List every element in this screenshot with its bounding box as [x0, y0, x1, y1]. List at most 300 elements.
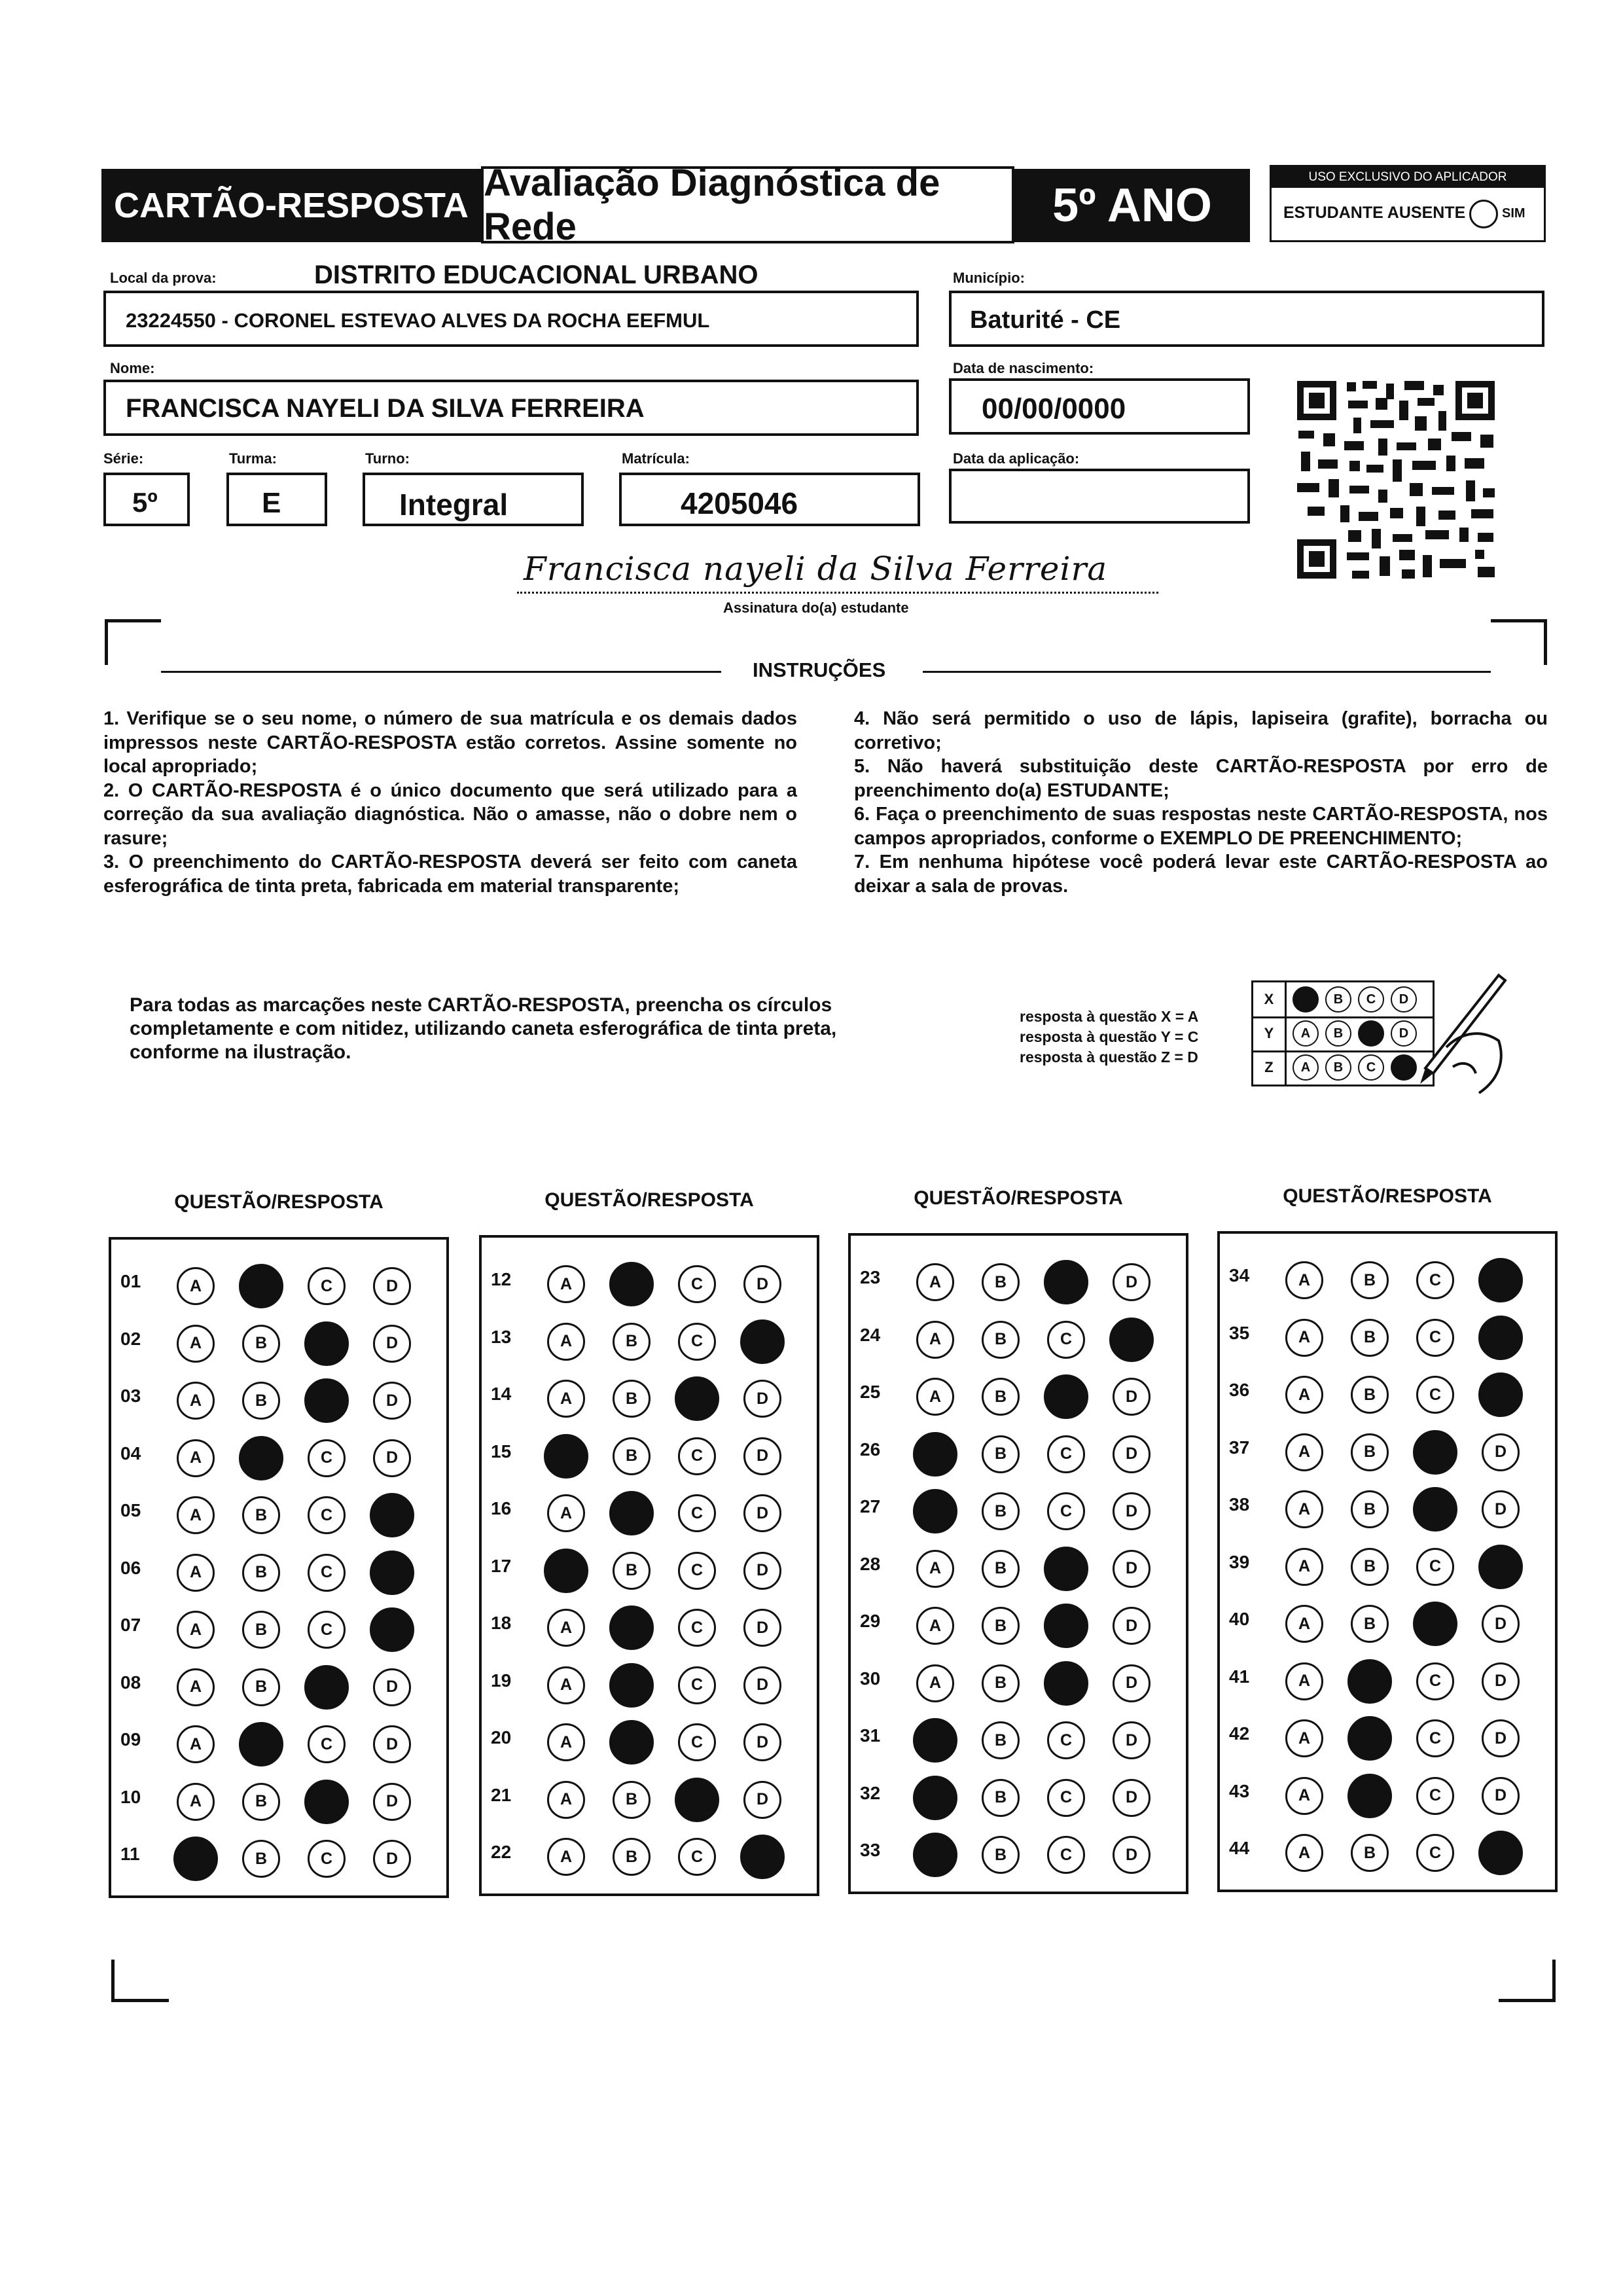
question-row: [1220, 1653, 1555, 1699]
answer-bubble-d[interactable]: D: [1113, 1836, 1150, 1874]
answer-bubble-d[interactable]: D: [743, 1666, 781, 1704]
question-number: 34: [1229, 1265, 1250, 1285]
card-title: CARTÃO-RESPOSTA: [101, 169, 481, 242]
answer-bubble-c[interactable]: C: [678, 1323, 716, 1361]
answer-bubble-a[interactable]: A: [913, 1432, 957, 1477]
answer-bubble-a[interactable]: A: [547, 1838, 585, 1876]
corner-mark-tr: [1491, 619, 1547, 622]
answer-bubble-a[interactable]: A: [547, 1380, 585, 1418]
answer-bubble-a[interactable]: A: [177, 1439, 215, 1477]
answer-bubble-c[interactable]: C: [1047, 1492, 1085, 1530]
question-row: [482, 1314, 817, 1359]
question-row: [1220, 1367, 1555, 1412]
answer-bubble-d[interactable]: D: [373, 1668, 411, 1706]
answer-bubble-a[interactable]: A: [177, 1554, 215, 1592]
answer-bubble-c[interactable]: C: [308, 1840, 346, 1878]
answer-bubble-d[interactable]: D: [1482, 1662, 1520, 1700]
answer-bubble-c[interactable]: C: [1044, 1547, 1088, 1591]
turma-label: Turma:: [229, 450, 277, 467]
answer-bubble-d[interactable]: D: [1478, 1831, 1523, 1875]
matricula: 4205046: [681, 486, 798, 520]
signature-line: [517, 548, 1158, 594]
answer-bubble-d[interactable]: D: [743, 1609, 781, 1647]
question-number: 08: [120, 1672, 141, 1693]
answer-bubble-c[interactable]: C: [678, 1437, 716, 1475]
answer-bubble-c[interactable]: C: [1416, 1719, 1454, 1757]
nome-label: Nome:: [110, 360, 155, 376]
answer-bubble-a[interactable]: A: [913, 1776, 957, 1820]
corner-mark-tr-v: [1544, 619, 1547, 665]
instructions-right: [854, 707, 1548, 898]
corner-mark-bl-v: [111, 1960, 115, 2001]
example-bubble-d: D: [1391, 1020, 1417, 1047]
pen-icon: [1400, 969, 1518, 1100]
answer-bubble-a[interactable]: A: [544, 1434, 588, 1479]
answer-bubble-b[interactable]: B: [1347, 1716, 1392, 1761]
answer-bubble-a[interactable]: A: [1285, 1376, 1323, 1414]
answer-bubble-a[interactable]: A: [177, 1611, 215, 1649]
question-number: 32: [860, 1782, 881, 1803]
answer-bubble-d[interactable]: D: [1482, 1777, 1520, 1815]
answer-bubble-d[interactable]: D: [373, 1267, 411, 1305]
answer-bubble-a[interactable]: A: [1285, 1433, 1323, 1471]
answer-bubble-d[interactable]: D: [1113, 1378, 1150, 1416]
question-number: 16: [491, 1498, 512, 1518]
question-row: [111, 1602, 446, 1647]
answer-bubble-d[interactable]: D: [370, 1607, 414, 1652]
answer-bubble-b[interactable]: B: [613, 1323, 651, 1361]
answer-bubble-c[interactable]: C: [304, 1378, 349, 1423]
answer-bubble-b[interactable]: B: [242, 1325, 280, 1363]
question-row: [482, 1485, 817, 1531]
answer-bubble-b[interactable]: B: [242, 1783, 280, 1821]
qr-code: [1294, 378, 1497, 581]
absent-label: ESTUDANTE AUSENTE: [1283, 204, 1466, 222]
answer-bubble-d[interactable]: D: [1482, 1605, 1520, 1643]
answer-bubble-d[interactable]: D: [370, 1493, 414, 1537]
answer-bubble-d[interactable]: D: [1478, 1316, 1523, 1360]
question-row: [111, 1258, 446, 1304]
answer-bubble-c[interactable]: C: [308, 1496, 346, 1534]
answer-bubble-d[interactable]: D: [1482, 1719, 1520, 1757]
instructions-title: INSTRUÇÕES: [753, 658, 886, 681]
question-number: 31: [860, 1725, 881, 1746]
answer-bubble-a[interactable]: A: [547, 1265, 585, 1303]
answer-bubble-c[interactable]: C: [304, 1780, 349, 1824]
question-number: 07: [120, 1615, 141, 1635]
answer-bubble-c[interactable]: C: [675, 1376, 719, 1421]
answer-bubble-d[interactable]: D: [743, 1437, 781, 1475]
question-row: [851, 1483, 1186, 1529]
answer-bubble-a[interactable]: A: [177, 1725, 215, 1763]
answer-bubble-c[interactable]: C: [1413, 1602, 1457, 1646]
answer-bubble-c[interactable]: C: [308, 1611, 346, 1649]
answer-bubble-b[interactable]: B: [1351, 1319, 1389, 1357]
question-number: 25: [860, 1382, 881, 1402]
answer-bubble-b[interactable]: B: [1351, 1433, 1389, 1471]
question-row: [482, 1714, 817, 1760]
example-row-label: Z: [1253, 1050, 1287, 1085]
applicator-label: USO EXCLUSIVO DO APLICADOR: [1272, 167, 1544, 188]
answer-bubble-d[interactable]: D: [1478, 1372, 1523, 1417]
example-row-label: X: [1253, 982, 1287, 1016]
grade-title: 5º ANO: [1014, 169, 1250, 242]
question-number: 44: [1229, 1838, 1250, 1858]
answer-bubble-c[interactable]: C: [1413, 1487, 1457, 1532]
question-row: [482, 1256, 817, 1302]
district: DISTRITO EDUCACIONAL URBANO: [314, 260, 758, 289]
answer-column-4: [1217, 1231, 1558, 1892]
answer-bubble-b[interactable]: B: [242, 1611, 280, 1649]
answer-bubble-c[interactable]: C: [675, 1778, 719, 1822]
instruction-item: 5. Não haverá substituição deste CARTÃO-RESPOSTA por erro de preenchimento do(a) ESTUDANTE;: [854, 756, 1548, 801]
answer-bubble-d[interactable]: D: [743, 1380, 781, 1418]
answer-bubble-d[interactable]: D: [743, 1723, 781, 1761]
answer-bubble-c[interactable]: C: [678, 1265, 716, 1303]
answer-bubble-c[interactable]: C: [304, 1321, 349, 1366]
question-number: 18: [491, 1613, 512, 1633]
instructions-left: [103, 707, 797, 898]
answer-bubble-c[interactable]: C: [1416, 1261, 1454, 1299]
legend-line: resposta à questão Z = D: [1020, 1049, 1198, 1066]
answer-bubble-a[interactable]: A: [913, 1489, 957, 1534]
answer-bubble-c[interactable]: C: [1047, 1721, 1085, 1759]
answer-bubble-c[interactable]: C: [678, 1609, 716, 1647]
answer-bubble-b[interactable]: B: [982, 1721, 1020, 1759]
answer-bubble-a[interactable]: A: [913, 1833, 957, 1877]
answer-bubble-d[interactable]: D: [373, 1840, 411, 1878]
question-number: 09: [120, 1729, 141, 1749]
answer-bubble-c[interactable]: C: [1416, 1777, 1454, 1815]
question-row: [851, 1369, 1186, 1414]
answer-bubble-b[interactable]: B: [242, 1554, 280, 1592]
question-number: 05: [120, 1500, 141, 1520]
answer-bubble-c[interactable]: C: [678, 1838, 716, 1876]
student-name: FRANCISCA NAYELI DA SILVA FERREIRA: [126, 394, 645, 423]
question-row: [482, 1657, 817, 1703]
example-bubble-a: A: [1293, 1020, 1319, 1047]
instruction-item: 1. Verifique se o seu nome, o número de sua matrícula e os demais dados impressos neste CARTÃO-RESPOSTA estão corretos. Assine somente no local apropriado;: [103, 708, 797, 777]
answer-bubble-d[interactable]: D: [1113, 1607, 1150, 1645]
answer-bubble-c[interactable]: C: [1416, 1834, 1454, 1872]
answer-bubble-b[interactable]: B: [982, 1664, 1020, 1702]
answer-bubble-d[interactable]: D: [740, 1319, 785, 1364]
answer-bubble-c[interactable]: C: [1416, 1319, 1454, 1357]
answer-bubble-d[interactable]: D: [743, 1781, 781, 1819]
answer-bubble-a[interactable]: A: [547, 1723, 585, 1761]
question-row: [1220, 1310, 1555, 1355]
answer-bubble-a[interactable]: A: [1285, 1548, 1323, 1586]
answer-bubble-d[interactable]: D: [370, 1551, 414, 1595]
question-row: [111, 1545, 446, 1590]
absent-checkbox[interactable]: [1469, 200, 1498, 228]
answer-bubble-b[interactable]: B: [1347, 1659, 1392, 1704]
corner-mark-br: [1499, 1999, 1556, 2002]
school-name: 23224550 - CORONEL ESTEVAO ALVES DA ROCHA EEFMUL: [126, 309, 710, 332]
nome-field: [103, 380, 919, 436]
answer-bubble-d[interactable]: D: [1113, 1435, 1150, 1473]
example-bubble-c: [1358, 1020, 1384, 1047]
question-row: [851, 1712, 1186, 1758]
question-row: [851, 1312, 1186, 1357]
question-row: [1220, 1596, 1555, 1641]
question-row: [111, 1774, 446, 1820]
municipio: Baturité - CE: [970, 306, 1121, 334]
answer-bubble-c[interactable]: C: [1047, 1836, 1085, 1874]
question-number: 12: [491, 1269, 512, 1289]
answer-bubble-a[interactable]: A: [1285, 1662, 1323, 1700]
answer-bubble-b[interactable]: B: [242, 1382, 280, 1420]
question-number: 29: [860, 1611, 881, 1631]
question-number: 39: [1229, 1551, 1250, 1572]
question-number: 27: [860, 1496, 881, 1516]
turno: Integral: [399, 488, 508, 522]
answer-bubble-b[interactable]: B: [1351, 1490, 1389, 1528]
answer-bubble-b[interactable]: B: [239, 1264, 283, 1308]
corner-mark-tl-v: [105, 619, 108, 665]
example-bubble-c: C: [1358, 1054, 1384, 1081]
answer-bubble-d[interactable]: D: [1478, 1258, 1523, 1302]
question-row: [482, 1772, 817, 1818]
answer-bubble-c[interactable]: C: [308, 1725, 346, 1763]
answer-bubble-b[interactable]: B: [982, 1492, 1020, 1530]
legend-line: resposta à questão Y = C: [1020, 1028, 1199, 1045]
turno-field: [363, 473, 584, 526]
answer-bubble-a[interactable]: A: [1285, 1319, 1323, 1357]
exam-title: Avaliação Diagnóstica de Rede: [481, 166, 1014, 243]
answer-bubble-d[interactable]: D: [1113, 1779, 1150, 1817]
answer-bubble-c[interactable]: C: [1044, 1374, 1088, 1419]
answer-bubble-c[interactable]: C: [304, 1665, 349, 1710]
answer-bubble-a[interactable]: A: [1285, 1777, 1323, 1815]
example-bubble-b: B: [1325, 1054, 1351, 1081]
column-title: QUESTÃO/RESPOSTA: [1283, 1185, 1492, 1207]
answer-bubble-c[interactable]: C: [1416, 1548, 1454, 1586]
local-label: Local da prova:: [110, 270, 217, 286]
answer-bubble-a[interactable]: A: [547, 1609, 585, 1647]
answer-bubble-b[interactable]: B: [1351, 1376, 1389, 1414]
answer-bubble-b[interactable]: B: [239, 1436, 283, 1480]
answer-bubble-b[interactable]: B: [982, 1378, 1020, 1416]
instr-rule-right: [923, 671, 1491, 673]
municipio-label: Município:: [953, 270, 1025, 286]
aplicacao-label: Data da aplicação:: [953, 450, 1080, 467]
answer-bubble-c[interactable]: C: [1047, 1321, 1085, 1359]
answer-bubble-d[interactable]: D: [373, 1783, 411, 1821]
answer-bubble-d[interactable]: D: [1113, 1263, 1150, 1301]
example-bubble-b: B: [1325, 1020, 1351, 1047]
answer-bubble-a[interactable]: A: [177, 1382, 215, 1420]
answer-bubble-c[interactable]: C: [1044, 1604, 1088, 1648]
answer-bubble-c[interactable]: C: [1047, 1779, 1085, 1817]
answer-bubble-a[interactable]: A: [547, 1666, 585, 1704]
answer-bubble-b[interactable]: B: [613, 1380, 651, 1418]
answer-bubble-b[interactable]: B: [242, 1840, 280, 1878]
answer-bubble-c[interactable]: C: [1413, 1430, 1457, 1475]
answer-bubble-a[interactable]: A: [547, 1323, 585, 1361]
answer-bubble-d[interactable]: D: [1109, 1318, 1154, 1362]
question-number: 36: [1229, 1380, 1250, 1400]
answer-bubble-a[interactable]: A: [177, 1496, 215, 1534]
question-number: 40: [1229, 1609, 1250, 1629]
question-number: 23: [860, 1267, 881, 1287]
answer-bubble-c[interactable]: C: [308, 1554, 346, 1592]
instruction-item: 3. O preenchimento do CARTÃO-RESPOSTA deverá ser feito com caneta esferográfica de tinta preta, fabricada em material transparente;: [103, 852, 797, 897]
answer-bubble-c[interactable]: C: [678, 1494, 716, 1532]
answer-bubble-b[interactable]: B: [1351, 1261, 1389, 1299]
answer-bubble-a[interactable]: A: [177, 1668, 215, 1706]
question-number: 17: [491, 1555, 512, 1576]
answer-bubble-b[interactable]: B: [982, 1779, 1020, 1817]
question-row: [482, 1428, 817, 1474]
matricula-label: Matrícula:: [622, 450, 690, 467]
answer-bubble-b[interactable]: B: [613, 1838, 651, 1876]
answer-bubble-d[interactable]: D: [743, 1494, 781, 1532]
answer-bubble-a[interactable]: A: [916, 1321, 954, 1359]
applicator-box: [1270, 165, 1546, 242]
question-number: 04: [120, 1443, 141, 1463]
answer-bubble-b[interactable]: B: [982, 1435, 1020, 1473]
answer-bubble-a[interactable]: A: [1285, 1261, 1323, 1299]
answer-bubble-a[interactable]: A: [544, 1549, 588, 1593]
turno-label: Turno:: [365, 450, 410, 467]
answer-bubble-a[interactable]: A: [916, 1378, 954, 1416]
instruction-item: 7. Em nenhuma hipótese você poderá levar este CARTÃO-RESPOSTA ao deixar a sala de provas.: [854, 852, 1548, 897]
question-row: [851, 1827, 1186, 1873]
answer-bubble-d[interactable]: D: [743, 1265, 781, 1303]
answer-bubble-d[interactable]: D: [1482, 1433, 1520, 1471]
answer-bubble-d[interactable]: D: [373, 1325, 411, 1363]
answer-bubble-c[interactable]: C: [1416, 1376, 1454, 1414]
question-row: [482, 1543, 817, 1588]
question-row: [111, 1372, 446, 1418]
answer-bubble-c[interactable]: C: [1047, 1435, 1085, 1473]
answer-bubble-b[interactable]: B: [982, 1550, 1020, 1588]
answer-bubble-d[interactable]: D: [1482, 1490, 1520, 1528]
answer-bubble-b[interactable]: B: [239, 1722, 283, 1767]
question-number: 06: [120, 1557, 141, 1578]
answer-bubble-b[interactable]: B: [613, 1552, 651, 1590]
answer-bubble-d[interactable]: D: [740, 1835, 785, 1879]
answer-bubble-a[interactable]: A: [177, 1267, 215, 1305]
answer-bubble-a[interactable]: A: [1285, 1490, 1323, 1528]
municipio-field: [949, 291, 1544, 347]
absent-yes-label: SIM: [1502, 206, 1525, 221]
answer-bubble-b[interactable]: B: [613, 1781, 651, 1819]
answer-bubble-d[interactable]: D: [1113, 1721, 1150, 1759]
answer-bubble-c[interactable]: C: [678, 1666, 716, 1704]
answer-bubble-b[interactable]: B: [1351, 1548, 1389, 1586]
aplicacao-field[interactable]: [949, 469, 1250, 524]
question-number: 13: [491, 1326, 512, 1347]
answer-bubble-b[interactable]: B: [242, 1496, 280, 1534]
signature: Francisca nayeli da Silva Ferreira: [524, 550, 1108, 588]
question-row: [111, 1716, 446, 1762]
answer-bubble-a[interactable]: A: [547, 1494, 585, 1532]
answer-bubble-b[interactable]: B: [982, 1321, 1020, 1359]
answer-bubble-b[interactable]: B: [609, 1491, 654, 1535]
answer-bubble-a[interactable]: A: [916, 1607, 954, 1645]
answer-bubble-c[interactable]: C: [1044, 1260, 1088, 1304]
question-row: [851, 1598, 1186, 1643]
example-bubble-a: A: [1293, 1054, 1319, 1081]
question-number: 03: [120, 1386, 141, 1406]
answer-bubble-a[interactable]: A: [916, 1664, 954, 1702]
answer-bubble-b[interactable]: B: [982, 1263, 1020, 1301]
question-number: 20: [491, 1727, 512, 1748]
answer-bubble-a[interactable]: A: [913, 1718, 957, 1763]
nascimento: 00/00/0000: [982, 393, 1126, 425]
answer-bubble-d[interactable]: D: [1113, 1492, 1150, 1530]
question-number: 24: [860, 1324, 881, 1345]
answer-bubble-d[interactable]: D: [373, 1382, 411, 1420]
question-number: 15: [491, 1441, 512, 1462]
answer-bubble-a[interactable]: A: [177, 1783, 215, 1821]
instr-rule-left: [161, 671, 721, 673]
answer-bubble-b[interactable]: B: [609, 1663, 654, 1708]
answer-bubble-b[interactable]: B: [1351, 1605, 1389, 1643]
question-number: 26: [860, 1439, 881, 1460]
answer-bubble-c[interactable]: C: [1416, 1662, 1454, 1700]
example-row-label: Y: [1253, 1016, 1287, 1050]
answer-bubble-d[interactable]: D: [1478, 1545, 1523, 1589]
answer-bubble-a[interactable]: A: [1285, 1834, 1323, 1872]
answer-bubble-b[interactable]: B: [242, 1668, 280, 1706]
answer-bubble-d[interactable]: D: [373, 1439, 411, 1477]
answer-bubble-d[interactable]: D: [1113, 1550, 1150, 1588]
school-field: [103, 291, 919, 347]
answer-bubble-a[interactable]: A: [173, 1837, 218, 1881]
question-number: 01: [120, 1271, 141, 1291]
question-row: [111, 1487, 446, 1533]
answer-bubble-c[interactable]: C: [678, 1723, 716, 1761]
instruction-item: 6. Faça o preenchimento de suas respostas neste CARTÃO-RESPOSTA, nos campos apropriados, conforme o EXEMPLO DE PREENCHIMENTO;: [854, 804, 1548, 849]
answer-bubble-a[interactable]: A: [916, 1263, 954, 1301]
answer-column-3: [848, 1233, 1188, 1894]
answer-bubble-b[interactable]: B: [609, 1605, 654, 1650]
question-row: [1220, 1825, 1555, 1871]
answer-bubble-b[interactable]: B: [982, 1836, 1020, 1874]
question-number: 10: [120, 1786, 141, 1807]
question-number: 22: [491, 1842, 512, 1862]
answer-bubble-c[interactable]: C: [308, 1267, 346, 1305]
answer-bubble-c[interactable]: C: [308, 1439, 346, 1477]
question-number: 37: [1229, 1437, 1250, 1458]
question-number: 38: [1229, 1494, 1250, 1515]
answer-bubble-a[interactable]: A: [916, 1550, 954, 1588]
answer-bubble-b[interactable]: B: [609, 1720, 654, 1765]
answer-bubble-c[interactable]: C: [1044, 1661, 1088, 1706]
question-number: 14: [491, 1384, 512, 1404]
answer-bubble-d[interactable]: D: [1113, 1664, 1150, 1702]
column-title: QUESTÃO/RESPOSTA: [544, 1189, 754, 1211]
answer-bubble-a[interactable]: A: [547, 1781, 585, 1819]
answer-bubble-b[interactable]: B: [1351, 1834, 1389, 1872]
answer-bubble-b[interactable]: B: [982, 1607, 1020, 1645]
answer-bubble-c[interactable]: C: [678, 1552, 716, 1590]
answer-bubble-b[interactable]: B: [1347, 1774, 1392, 1818]
answer-bubble-b[interactable]: B: [613, 1437, 651, 1475]
answer-bubble-d[interactable]: D: [373, 1725, 411, 1763]
answer-bubble-b[interactable]: B: [609, 1262, 654, 1306]
example-text: Para todas as marcações neste CARTÃO-RESPOSTA, preencha os círculos completamente e com nitidez, utilizando caneta esferográfica de tinta preta, conforme na ilustração.: [130, 994, 837, 1063]
turma: E: [262, 487, 281, 519]
answer-bubble-d[interactable]: D: [743, 1552, 781, 1590]
answer-bubble-a[interactable]: A: [1285, 1605, 1323, 1643]
example-bubble-b: B: [1325, 986, 1351, 1013]
answer-bubble-a[interactable]: A: [177, 1325, 215, 1363]
answer-bubble-a[interactable]: A: [1285, 1719, 1323, 1757]
